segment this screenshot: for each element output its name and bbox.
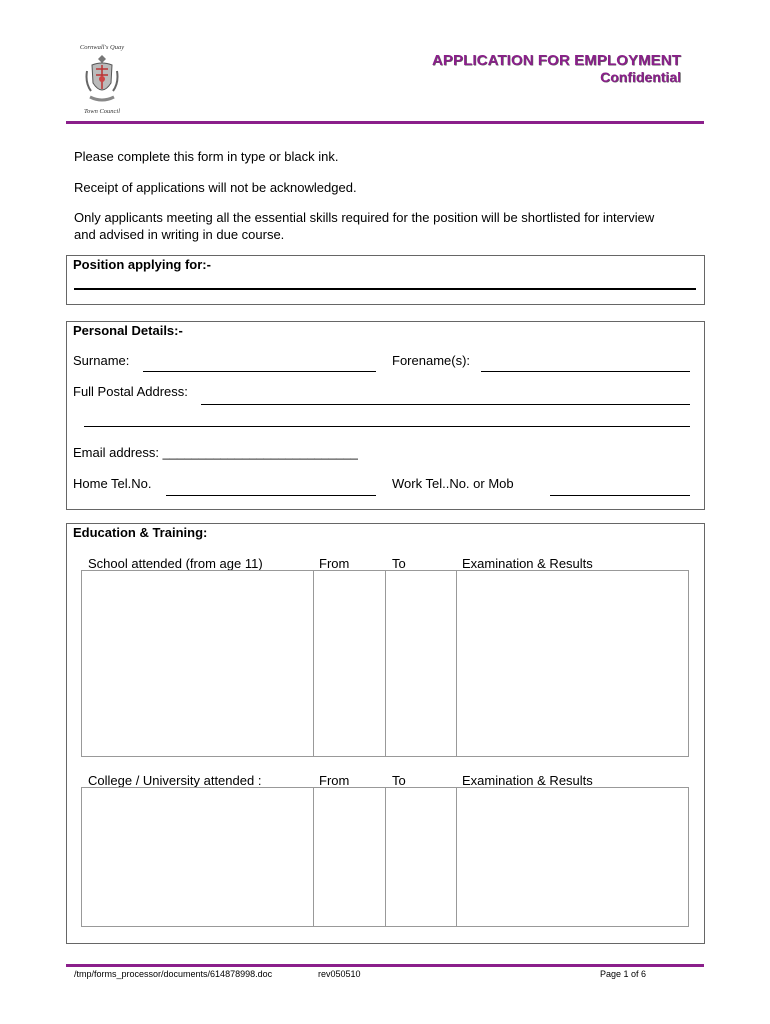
position-label: Position applying for:-: [73, 257, 211, 272]
college-from-cell[interactable]: [314, 788, 385, 926]
work-tel-label: Work Tel..No. or Mob: [392, 476, 514, 491]
address-field-line1[interactable]: [201, 404, 690, 405]
home-tel-field[interactable]: [166, 495, 376, 496]
school-from-header: From: [319, 556, 350, 571]
college-results-header: Examination & Results: [462, 773, 593, 788]
work-tel-field[interactable]: [550, 495, 690, 496]
home-tel-label: Home Tel.No.: [73, 476, 152, 491]
surname-field[interactable]: [143, 371, 376, 372]
footer-file-path: /tmp/forms_processor/documents/614878998.doc: [74, 969, 273, 979]
address-label: Full Postal Address:: [73, 384, 188, 399]
forenames-label: Forename(s):: [392, 353, 471, 368]
school-to-cell[interactable]: [386, 571, 456, 756]
school-from-cell[interactable]: [314, 571, 385, 756]
college-to-cell[interactable]: [386, 788, 456, 926]
position-input-line[interactable]: [74, 288, 696, 290]
college-results-cell[interactable]: [457, 788, 688, 926]
council-crest-logo: [74, 44, 130, 118]
crest-bottom-text: Town Council: [83, 108, 121, 115]
form-subtitle: Confidential: [600, 69, 681, 85]
header-rule: [66, 121, 704, 124]
intro-line-shortlist: Only applicants meeting all the essential skills required for the position will be shortlisted for interview and advised in writing in due course.: [74, 210, 655, 242]
college-to-header: To: [392, 773, 406, 788]
form-title: APPLICATION FOR EMPLOYMENT: [432, 52, 681, 69]
college-table: [81, 787, 689, 927]
school-results-cell[interactable]: [457, 571, 688, 756]
footer-rule: [66, 964, 704, 967]
position-section: [66, 255, 705, 305]
college-column-header: College / University attended :: [88, 773, 262, 788]
footer-revision: rev050510: [318, 969, 361, 979]
surname-label: Surname:: [73, 353, 130, 368]
forenames-field[interactable]: [481, 371, 690, 372]
personal-details-section: [66, 321, 705, 510]
footer-page-number: Page 1 of 6: [600, 969, 647, 979]
school-table: [81, 570, 689, 757]
address-field-line2[interactable]: [84, 426, 690, 427]
school-name-cell[interactable]: [82, 571, 313, 756]
college-name-cell[interactable]: [82, 788, 313, 926]
email-label-field[interactable]: Email address: ___________________________: [73, 445, 358, 460]
education-section: [66, 523, 705, 944]
personal-details-heading: Personal Details:-: [73, 323, 183, 338]
school-results-header: Examination & Results: [462, 556, 593, 571]
intro-line-ink: Please complete this form in type or black ink.: [74, 149, 339, 164]
school-column-header: School attended (from age 11): [88, 556, 263, 571]
education-heading: Education & Training:: [73, 525, 208, 540]
intro-line-acknowledged: Receipt of applications will not be acknowledged.: [74, 180, 357, 195]
crest-top-text: Cornwall's Quay: [79, 44, 125, 51]
college-from-header: From: [319, 773, 350, 788]
coat-of-arms-icon: [84, 53, 120, 107]
school-to-header: To: [392, 556, 406, 571]
